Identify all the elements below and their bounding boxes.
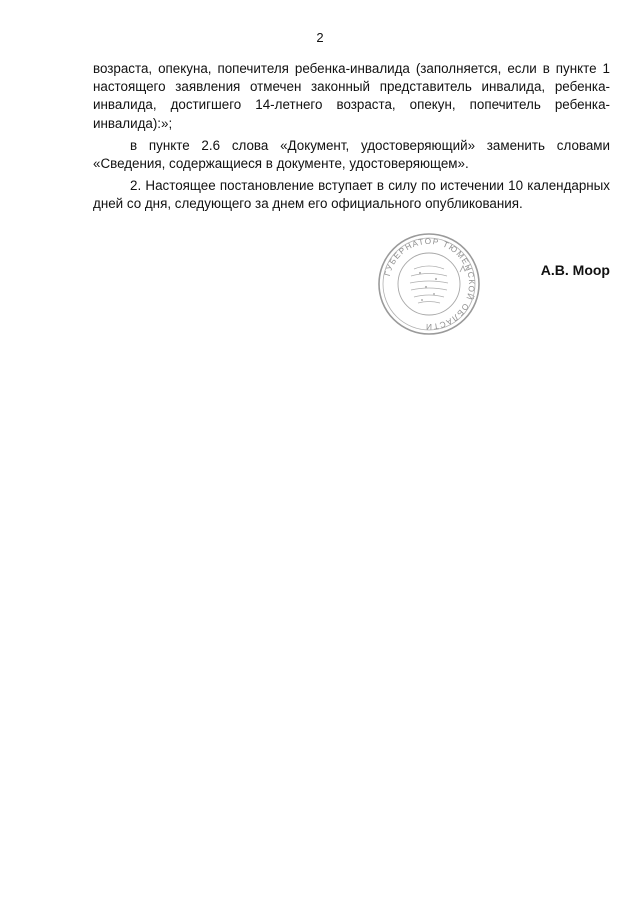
paragraph-amendment: в пункте 2.6 слова «Документ, удостоверяющий» заменить словами «Сведения, содержащиеся в документе, удостоверяющем». <box>93 137 610 172</box>
signatory-name: А.В. Моор <box>540 262 610 278</box>
document-body <box>93 60 610 214</box>
page-number: 2 <box>316 30 324 45</box>
seal-ring-text: ГУБЕРНАТОР ТЮМЕНСКОЙ ОБЛАСТИ <box>382 236 477 332</box>
official-seal-graphic <box>376 232 482 336</box>
paragraph-continuation: возраста, опекуна, попечителя ребенка-инвалида (заполняется, если в пункте 1 настоящего заявления отмечен законный представитель инвалида, ребенка-инвалида, достигшего 14-летнего возраста, опекун, попечитель ребенка-инвалида):»; <box>93 61 610 131</box>
paragraph-effective-date: 2. Настоящее постановление вступает в силу по истечении 10 календарных дней со дня, следующего за днем его официального опубликования. <box>93 178 610 212</box>
official-seal <box>376 232 482 336</box>
